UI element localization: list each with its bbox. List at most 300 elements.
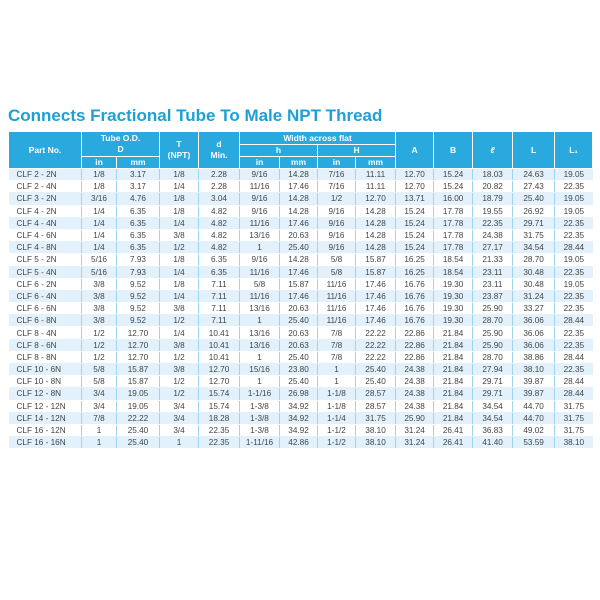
cell-H-mm: 22.22 xyxy=(356,339,396,351)
cell-h-mm: 26.98 xyxy=(280,388,318,400)
cell-a: 25.90 xyxy=(396,412,434,424)
page-title: Connects Fractional Tube To Male NPT Thread xyxy=(8,106,383,125)
cell-part-no: CLF 6 - 4N xyxy=(9,290,82,302)
cell-H-mm: 38.10 xyxy=(356,424,396,436)
cell-l1: 28.44 xyxy=(555,315,593,327)
cell-H-in: 1-1/2 xyxy=(318,424,356,436)
cell-l: 33.27 xyxy=(513,303,555,315)
cell-t-npt: 3/4 xyxy=(160,412,199,424)
cell-part-no: CLF 3 - 2N xyxy=(9,193,82,205)
cell-h-in: 13/16 xyxy=(240,339,280,351)
cell-H-mm: 31.75 xyxy=(356,412,396,424)
cell-tube-in: 3/4 xyxy=(82,388,117,400)
cell-l-small: 22.35 xyxy=(473,217,513,229)
cell-part-no: CLF 10 - 6N xyxy=(9,364,82,376)
cell-a: 15.24 xyxy=(396,205,434,217)
cell-h-in: 1 xyxy=(240,315,280,327)
cell-l-small: 25.90 xyxy=(473,327,513,339)
cell-l: 44.70 xyxy=(513,412,555,424)
col-t xyxy=(160,132,199,169)
cell-l-small: 23.11 xyxy=(473,266,513,278)
table-row xyxy=(9,351,593,363)
cell-h-in: 9/16 xyxy=(240,254,280,266)
cell-H-in: 7/16 xyxy=(318,169,356,181)
table-row xyxy=(9,388,593,400)
cell-l: 29.71 xyxy=(513,217,555,229)
cell-a: 24.38 xyxy=(396,400,434,412)
cell-h-in: 5/8 xyxy=(240,278,280,290)
cell-l1: 28.44 xyxy=(555,388,593,400)
col-h-large-in: in xyxy=(318,157,356,169)
cell-H-in: 7/8 xyxy=(318,339,356,351)
cell-b: 15.24 xyxy=(434,169,473,181)
cell-d-min: 15.74 xyxy=(199,388,240,400)
spec-table xyxy=(8,131,593,449)
cell-h-mm: 20.63 xyxy=(280,229,318,241)
cell-b: 21.84 xyxy=(434,388,473,400)
cell-l-small: 18.79 xyxy=(473,193,513,205)
col-b: B xyxy=(434,132,473,169)
cell-t-npt: 1/2 xyxy=(160,242,199,254)
table-row xyxy=(9,412,593,424)
cell-tube-in: 1/8 xyxy=(82,169,117,181)
cell-t-npt: 3/4 xyxy=(160,424,199,436)
col-a: A xyxy=(396,132,434,169)
cell-h-mm: 20.63 xyxy=(280,303,318,315)
cell-l: 30.48 xyxy=(513,278,555,290)
cell-H-in: 1 xyxy=(318,376,356,388)
cell-l-small: 34.54 xyxy=(473,400,513,412)
cell-l: 38.86 xyxy=(513,351,555,363)
cell-l1: 38.10 xyxy=(555,437,593,449)
col-h-small-mm: mm xyxy=(280,157,318,169)
cell-tube-in: 5/8 xyxy=(82,376,117,388)
col-tube-mm: mm xyxy=(117,157,160,169)
cell-H-in: 1-1/8 xyxy=(318,388,356,400)
cell-l-small: 41.40 xyxy=(473,437,513,449)
cell-d-min: 2.28 xyxy=(199,181,240,193)
cell-tube-mm: 6.35 xyxy=(117,242,160,254)
cell-tube-mm: 7.93 xyxy=(117,266,160,278)
cell-tube-mm: 15.87 xyxy=(117,364,160,376)
cell-part-no: CLF 4 - 8N xyxy=(9,242,82,254)
cell-t-npt: 1/8 xyxy=(160,254,199,266)
cell-d-min: 3.04 xyxy=(199,193,240,205)
cell-l-small: 21.33 xyxy=(473,254,513,266)
cell-tube-in: 1/8 xyxy=(82,181,117,193)
cell-l1: 22.35 xyxy=(555,364,593,376)
cell-tube-mm: 19.05 xyxy=(117,400,160,412)
cell-l1: 28.44 xyxy=(555,351,593,363)
cell-b: 19.30 xyxy=(434,278,473,290)
cell-h-mm: 25.40 xyxy=(280,242,318,254)
cell-part-no: CLF 5 - 2N xyxy=(9,254,82,266)
cell-H-mm: 12.70 xyxy=(356,193,396,205)
cell-H-mm: 17.46 xyxy=(356,290,396,302)
cell-a: 16.25 xyxy=(396,254,434,266)
cell-H-mm: 14.28 xyxy=(356,217,396,229)
cell-part-no: CLF 8 - 8N xyxy=(9,351,82,363)
cell-h-in: 13/16 xyxy=(240,229,280,241)
cell-l: 25.40 xyxy=(513,193,555,205)
tube-od-symbol: D xyxy=(117,144,124,154)
cell-d-min: 12.70 xyxy=(199,364,240,376)
cell-tube-mm: 6.35 xyxy=(117,205,160,217)
cell-H-mm: 17.46 xyxy=(356,278,396,290)
cell-h-mm: 17.46 xyxy=(280,181,318,193)
cell-H-in: 1 xyxy=(318,364,356,376)
cell-l1: 22.35 xyxy=(555,217,593,229)
cell-tube-in: 1/4 xyxy=(82,217,117,229)
cell-part-no: CLF 8 - 4N xyxy=(9,327,82,339)
cell-d-min: 10.41 xyxy=(199,339,240,351)
col-h-large: H xyxy=(318,145,396,157)
cell-d-min: 6.35 xyxy=(199,254,240,266)
cell-h-in: 9/16 xyxy=(240,193,280,205)
cell-t-npt: 3/8 xyxy=(160,339,199,351)
col-l1: L₁ xyxy=(555,132,593,169)
cell-tube-mm: 9.52 xyxy=(117,290,160,302)
cell-a: 16.76 xyxy=(396,303,434,315)
cell-d-min: 7.11 xyxy=(199,303,240,315)
cell-part-no: CLF 16 - 12N xyxy=(9,424,82,436)
col-part-no: Part No. xyxy=(9,132,82,169)
cell-l-small: 27.94 xyxy=(473,364,513,376)
table-row xyxy=(9,181,593,193)
cell-H-in: 1-1/2 xyxy=(318,437,356,449)
cell-h-in: 11/16 xyxy=(240,181,280,193)
cell-d-min: 22.35 xyxy=(199,437,240,449)
cell-b: 21.84 xyxy=(434,412,473,424)
cell-part-no: CLF 12 - 12N xyxy=(9,400,82,412)
cell-h-in: 1 xyxy=(240,351,280,363)
cell-H-in: 11/16 xyxy=(318,315,356,327)
cell-l-small: 28.70 xyxy=(473,351,513,363)
cell-l1: 22.35 xyxy=(555,339,593,351)
cell-t-npt: 1/2 xyxy=(160,388,199,400)
cell-tube-mm: 25.40 xyxy=(117,424,160,436)
cell-l-small: 18.03 xyxy=(473,169,513,181)
cell-tube-in: 3/8 xyxy=(82,303,117,315)
cell-t-npt: 3/8 xyxy=(160,229,199,241)
cell-b: 21.84 xyxy=(434,327,473,339)
table-row xyxy=(9,437,593,449)
cell-h-in: 13/16 xyxy=(240,303,280,315)
cell-l: 27.43 xyxy=(513,181,555,193)
cell-h-mm: 34.92 xyxy=(280,412,318,424)
cell-d-min: 7.11 xyxy=(199,290,240,302)
tube-od-label: Tube O.D. xyxy=(100,133,141,143)
cell-a: 12.70 xyxy=(396,169,434,181)
cell-d-min: 7.11 xyxy=(199,278,240,290)
cell-H-in: 1-1/4 xyxy=(318,412,356,424)
cell-H-mm: 38.10 xyxy=(356,437,396,449)
cell-h-in: 11/16 xyxy=(240,217,280,229)
cell-tube-in: 3/8 xyxy=(82,278,117,290)
cell-l-small: 29.71 xyxy=(473,376,513,388)
cell-h-mm: 25.40 xyxy=(280,351,318,363)
col-h-small-in: in xyxy=(240,157,280,169)
cell-h-mm: 15.87 xyxy=(280,278,318,290)
table-row xyxy=(9,205,593,217)
cell-tube-in: 3/8 xyxy=(82,315,117,327)
table-header xyxy=(9,132,593,169)
cell-part-no: CLF 6 - 6N xyxy=(9,303,82,315)
cell-b: 21.84 xyxy=(434,400,473,412)
cell-part-no: CLF 14 - 12N xyxy=(9,412,82,424)
cell-tube-mm: 3.17 xyxy=(117,181,160,193)
cell-l1: 19.05 xyxy=(555,254,593,266)
table-row xyxy=(9,303,593,315)
cell-h-mm: 14.28 xyxy=(280,193,318,205)
cell-h-in: 15/16 xyxy=(240,364,280,376)
cell-h-in: 9/16 xyxy=(240,205,280,217)
cell-l: 34.54 xyxy=(513,242,555,254)
cell-l1: 31.75 xyxy=(555,424,593,436)
cell-b: 19.30 xyxy=(434,303,473,315)
cell-l: 26.92 xyxy=(513,205,555,217)
cell-t-npt: 3/8 xyxy=(160,364,199,376)
cell-H-in: 9/16 xyxy=(318,229,356,241)
cell-h-in: 13/16 xyxy=(240,327,280,339)
cell-t-npt: 1/4 xyxy=(160,217,199,229)
cell-part-no: CLF 2 - 2N xyxy=(9,169,82,181)
cell-l1: 28.44 xyxy=(555,242,593,254)
cell-h-in: 9/16 xyxy=(240,169,280,181)
cell-part-no: CLF 6 - 2N xyxy=(9,278,82,290)
col-d xyxy=(199,132,240,169)
t-label: T xyxy=(176,139,182,149)
cell-tube-in: 1/2 xyxy=(82,351,117,363)
cell-H-mm: 15.87 xyxy=(356,254,396,266)
cell-h-mm: 20.63 xyxy=(280,339,318,351)
cell-part-no: CLF 4 - 2N xyxy=(9,205,82,217)
cell-l: 31.24 xyxy=(513,290,555,302)
cell-tube-mm: 7.93 xyxy=(117,254,160,266)
cell-t-npt: 3/4 xyxy=(160,400,199,412)
cell-l: 49.02 xyxy=(513,424,555,436)
cell-a: 15.24 xyxy=(396,217,434,229)
cell-a: 22.86 xyxy=(396,327,434,339)
cell-h-mm: 23.80 xyxy=(280,364,318,376)
cell-tube-in: 7/8 xyxy=(82,412,117,424)
cell-t-npt: 1/8 xyxy=(160,169,199,181)
cell-l-small: 28.70 xyxy=(473,315,513,327)
table-row xyxy=(9,254,593,266)
cell-b: 21.84 xyxy=(434,376,473,388)
cell-d-min: 7.11 xyxy=(199,315,240,327)
cell-l-small: 23.87 xyxy=(473,290,513,302)
cell-tube-in: 1/4 xyxy=(82,242,117,254)
cell-t-npt: 1/4 xyxy=(160,266,199,278)
cell-l1: 31.75 xyxy=(555,412,593,424)
cell-b: 21.84 xyxy=(434,339,473,351)
cell-d-min: 6.35 xyxy=(199,266,240,278)
col-width-across-flat: Width across flat xyxy=(240,132,396,145)
cell-h-in: 1 xyxy=(240,242,280,254)
cell-H-mm: 15.87 xyxy=(356,266,396,278)
cell-H-mm: 11.11 xyxy=(356,169,396,181)
cell-tube-in: 3/4 xyxy=(82,400,117,412)
cell-H-mm: 22.22 xyxy=(356,351,396,363)
cell-h-in: 1-11/16 xyxy=(240,437,280,449)
cell-tube-mm: 12.70 xyxy=(117,339,160,351)
cell-a: 16.76 xyxy=(396,278,434,290)
cell-l1: 22.35 xyxy=(555,327,593,339)
table-row xyxy=(9,424,593,436)
col-l-small: ℓ xyxy=(473,132,513,169)
cell-a: 15.24 xyxy=(396,229,434,241)
cell-b: 19.30 xyxy=(434,315,473,327)
cell-l1: 28.44 xyxy=(555,376,593,388)
cell-l: 36.06 xyxy=(513,339,555,351)
cell-l-small: 29.71 xyxy=(473,388,513,400)
cell-H-in: 9/16 xyxy=(318,205,356,217)
cell-tube-in: 1/2 xyxy=(82,339,117,351)
cell-l1: 31.75 xyxy=(555,400,593,412)
cell-b: 21.84 xyxy=(434,351,473,363)
cell-h-mm: 14.28 xyxy=(280,169,318,181)
cell-d-min: 12.70 xyxy=(199,376,240,388)
cell-t-npt: 1/2 xyxy=(160,376,199,388)
cell-tube-mm: 25.40 xyxy=(117,437,160,449)
cell-b: 26.41 xyxy=(434,424,473,436)
cell-a: 15.24 xyxy=(396,242,434,254)
cell-l: 28.70 xyxy=(513,254,555,266)
cell-tube-in: 1 xyxy=(82,437,117,449)
cell-b: 19.30 xyxy=(434,290,473,302)
cell-t-npt: 3/8 xyxy=(160,303,199,315)
cell-h-mm: 34.92 xyxy=(280,400,318,412)
cell-t-npt: 1/8 xyxy=(160,278,199,290)
cell-l-small: 34.54 xyxy=(473,412,513,424)
cell-H-in: 11/16 xyxy=(318,303,356,315)
cell-a: 31.24 xyxy=(396,437,434,449)
table-row xyxy=(9,339,593,351)
cell-part-no: CLF 4 - 4N xyxy=(9,217,82,229)
cell-b: 18.54 xyxy=(434,266,473,278)
cell-tube-mm: 19.05 xyxy=(117,388,160,400)
cell-H-mm: 14.28 xyxy=(356,205,396,217)
col-h-small: h xyxy=(240,145,318,157)
cell-H-in: 7/8 xyxy=(318,327,356,339)
table-row xyxy=(9,400,593,412)
table-row xyxy=(9,193,593,205)
cell-tube-mm: 9.52 xyxy=(117,315,160,327)
cell-tube-mm: 15.87 xyxy=(117,376,160,388)
d-label: d xyxy=(216,139,222,149)
table-row xyxy=(9,315,593,327)
cell-h-in: 1-3/8 xyxy=(240,424,280,436)
cell-h-in: 1 xyxy=(240,376,280,388)
cell-d-min: 4.82 xyxy=(199,242,240,254)
cell-a: 31.24 xyxy=(396,424,434,436)
cell-H-in: 1-1/8 xyxy=(318,400,356,412)
cell-tube-mm: 12.70 xyxy=(117,327,160,339)
cell-tube-in: 1/4 xyxy=(82,205,117,217)
t-sub-label: (NPT) xyxy=(167,150,191,160)
cell-tube-mm: 6.35 xyxy=(117,217,160,229)
cell-H-mm: 28.57 xyxy=(356,400,396,412)
cell-H-mm: 17.46 xyxy=(356,315,396,327)
table-row xyxy=(9,242,593,254)
cell-l: 31.75 xyxy=(513,229,555,241)
cell-tube-in: 5/16 xyxy=(82,266,117,278)
col-h-large-mm: mm xyxy=(356,157,396,169)
cell-h-mm: 17.46 xyxy=(280,266,318,278)
cell-b: 17.78 xyxy=(434,217,473,229)
table-row xyxy=(9,327,593,339)
cell-l-small: 36.83 xyxy=(473,424,513,436)
cell-t-npt: 1/8 xyxy=(160,205,199,217)
cell-l: 39.87 xyxy=(513,388,555,400)
cell-d-min: 10.41 xyxy=(199,327,240,339)
cell-l: 39.87 xyxy=(513,376,555,388)
cell-b: 17.78 xyxy=(434,205,473,217)
cell-t-npt: 1/8 xyxy=(160,193,199,205)
cell-h-mm: 20.63 xyxy=(280,327,318,339)
table-row xyxy=(9,266,593,278)
cell-tube-mm: 22.22 xyxy=(117,412,160,424)
cell-tube-in: 1/4 xyxy=(82,229,117,241)
cell-H-in: 5/8 xyxy=(318,266,356,278)
cell-t-npt: 1/4 xyxy=(160,327,199,339)
cell-part-no: CLF 6 - 8N xyxy=(9,315,82,327)
table-row xyxy=(9,169,593,181)
col-tube-od xyxy=(82,132,160,157)
cell-tube-mm: 9.52 xyxy=(117,303,160,315)
cell-b: 17.78 xyxy=(434,229,473,241)
cell-H-in: 7/8 xyxy=(318,351,356,363)
cell-a: 16.76 xyxy=(396,315,434,327)
cell-h-mm: 17.46 xyxy=(280,217,318,229)
cell-H-in: 5/8 xyxy=(318,254,356,266)
cell-d-min: 18.28 xyxy=(199,412,240,424)
cell-H-mm: 28.57 xyxy=(356,388,396,400)
cell-tube-mm: 9.52 xyxy=(117,278,160,290)
cell-d-min: 4.82 xyxy=(199,217,240,229)
cell-l-small: 20.82 xyxy=(473,181,513,193)
cell-tube-in: 3/8 xyxy=(82,290,117,302)
cell-h-in: 1-1/16 xyxy=(240,388,280,400)
cell-part-no: CLF 5 - 4N xyxy=(9,266,82,278)
cell-H-mm: 17.46 xyxy=(356,303,396,315)
cell-part-no: CLF 2 - 4N xyxy=(9,181,82,193)
cell-h-in: 11/16 xyxy=(240,290,280,302)
cell-h-in: 1-3/8 xyxy=(240,412,280,424)
cell-l1: 19.05 xyxy=(555,169,593,181)
cell-b: 17.78 xyxy=(434,242,473,254)
table-row xyxy=(9,376,593,388)
cell-part-no: CLF 16 - 16N xyxy=(9,437,82,449)
table-row xyxy=(9,229,593,241)
cell-l: 44.70 xyxy=(513,400,555,412)
cell-h-mm: 14.28 xyxy=(280,205,318,217)
cell-a: 24.38 xyxy=(396,388,434,400)
cell-t-npt: 1/2 xyxy=(160,315,199,327)
cell-a: 24.38 xyxy=(396,376,434,388)
cell-part-no: CLF 12 - 8N xyxy=(9,388,82,400)
cell-tube-mm: 12.70 xyxy=(117,351,160,363)
cell-H-in: 11/16 xyxy=(318,290,356,302)
cell-d-min: 15.74 xyxy=(199,400,240,412)
d-sub-label: Min. xyxy=(210,150,228,160)
cell-part-no: CLF 10 - 8N xyxy=(9,376,82,388)
cell-l1: 19.05 xyxy=(555,193,593,205)
cell-l: 36.06 xyxy=(513,327,555,339)
cell-h-in: 11/16 xyxy=(240,266,280,278)
cell-l-small: 24.38 xyxy=(473,229,513,241)
